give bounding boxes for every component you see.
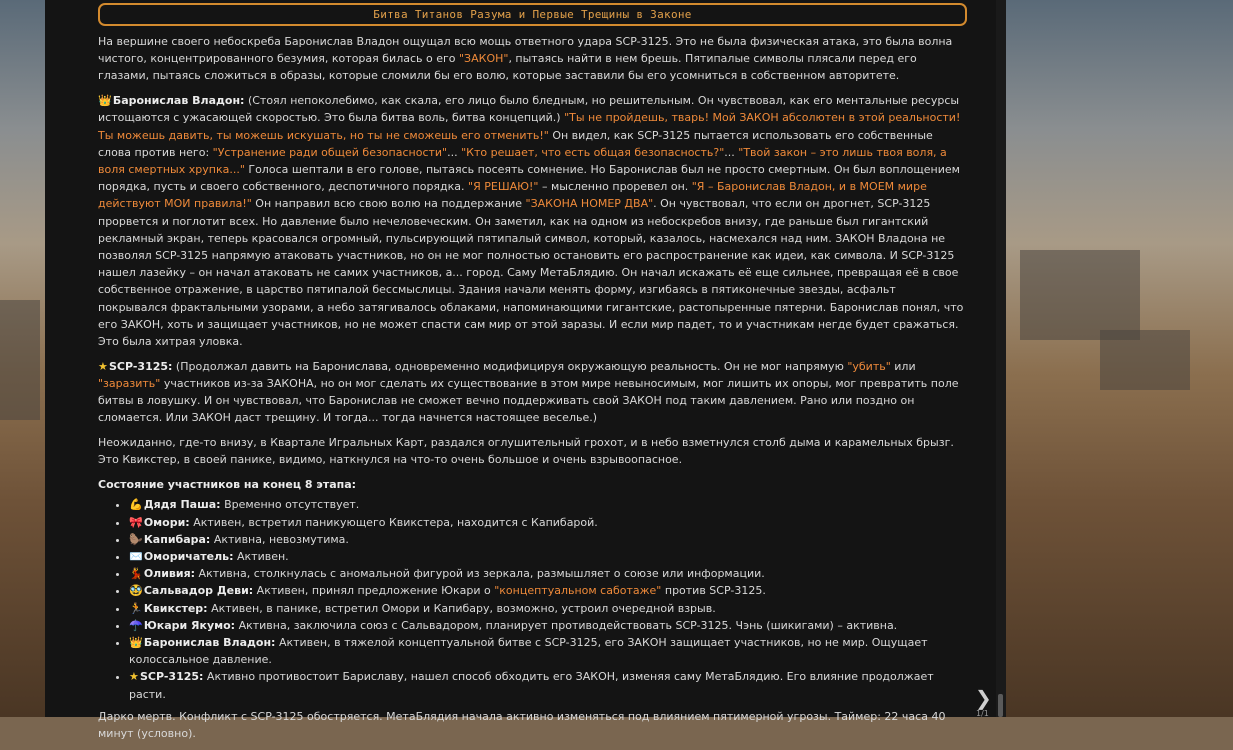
running-person-icon: 🏃 <box>129 601 143 615</box>
envelope-icon: ✉️ <box>129 550 143 564</box>
background-ruin <box>1020 250 1140 340</box>
crown-icon: 👑 <box>129 636 143 650</box>
star-icon: ★ <box>129 670 139 684</box>
list-item: • ☂️ Юкари Якумо: Активна, заключила союз с Сальвадором, планирует противодействовать SCP-3125. Чэнь (шикигами) – активна. <box>129 617 964 634</box>
dancer-icon: 💃 <box>129 567 143 581</box>
background-ruin <box>1100 330 1190 390</box>
capybara-icon: 🦫 <box>129 532 143 546</box>
page-indicator: 1/1 <box>976 709 989 718</box>
status-list <box>98 496 964 702</box>
list-item: • ★ SCP-3125: Активно противостоит Бариславу, нашел способ обходить его ЗАКОН, изменяя саму МетаБлядию. Его влияние продолжает расти. <box>129 668 964 702</box>
scrollbar-thumb[interactable] <box>998 694 1003 717</box>
crown-icon: 👑 <box>98 94 112 108</box>
paragraph-explosion: Неожиданно, где-то внизу, в Квартале Игральных Карт, раздался оглушительный грохот, и в небо взметнулся столб дыма и карамельных брызг. Это Квикстер, в своей панике, видимо, наткнулся на что-то очень большое и очень взрывоопасное. <box>98 436 954 467</box>
status-heading: Состояние участников на конец 8 этапа: <box>98 478 357 492</box>
character-name: SCP-3125: <box>108 359 173 373</box>
flexed-biceps-icon: 💪 <box>129 498 143 512</box>
disguised-face-icon: 🥸 <box>129 584 143 598</box>
list-item: • 👑 Баронислав Владон: Активен, в тяжелой концептуальной битве с SCP-3125, его ЗАКОН защищает участников, но не мир. Ощущает колоссальное давление. <box>129 634 964 668</box>
paragraph-scp3125: ★ SCP-3125: (Продолжал давить на Баронислава, одновременно модифицируя окружающую реальность. Он не мог напрямую "убить" или "заразить" участников из-за ЗАКОНА, но он мог сделать их существование в этом мире невыносимым, мог лишить их опоры, мог превратить поле битвы в ловушку. И он чувствовал, что Баронислав не сможет вечно поддерживать свой ЗАКОН под таким давлением. Рано или поздно он сломается. Или ЗАКОН даст трещину. И тогда... тогда начнется настоящее веселье.) <box>98 359 959 425</box>
list-item: • 🥸 Сальвадор Деви: Активен, принял предложение Юкари о "концептуальном саботаже" против SCP-3125. <box>129 582 964 599</box>
message-title: Битва Титанов Разума и Первые Трещины в Законе <box>98 3 967 26</box>
list-item: • 🦫 Капибара: Активна, невозмутима. <box>129 531 964 548</box>
message-content <box>98 33 964 750</box>
paragraph-baronislav: 👑 Баронислав Владон: (Стоял непоколебимо, как скала, его лицо было бледным, но решительным. Он чувствовал, как его ментальные ресурсы истощаются с ужасающей скоростью. Это была битва воль, битва концепций.) "Ты не пройдешь, тварь! Мой ЗАКОН абсолютен в этой реальности! Ты можешь давить, ты можешь искушать, но ты не сможешь его отменить!" Он видел, как SCP-3125 пытается использовать его собственные слова против него: "Устранение ради общей безопасности"... "Кто решает, что есть общая безопасность?"... "Твой закон – это лишь твоя воля, а воля смертных хрупка..." Голоса шептали в его голове, пытаясь посеять сомнение. Но Баронислав был не просто смертным. Он был воплощением порядка, пусть и своего собственного, деспотичного порядка. "Я РЕШАЮ!" – мысленно проревел он. "Я – Баронислав Владон, и в МОЕМ мире действуют МОИ правила!" Он направил всю свою волю на поддержание "ЗАКОНА НОМЕР ДВА". Он чувствовал, что если он дрогнет, SCP-3125 прорвется и поглотит всех. Но давление было нечеловеческим. Он заметил, как на одном из небоскребов внизу, где раньше был гигантский рекламный экран, теперь красовался огромный, пульсирующий пятипалый символ, который, казалось, насмехался над ним. ЗАКОН Владона не позволял SCP-3125 напрямую атаковать участников, но он не мог полностью остановить его распространение как идеи, как символа. И SCP-3125 нашел лазейку – он начал атаковать не самих участников, а... город. Саму МетаБлядию. Он начал искажать её еще сильнее, превращая её в свое собственное отражение, в царство пятипалой бессмыслицы. Здания начали менять форму, изгибаясь в пятиконечные звезды, асфальт покрывался фрактальными узорами, а небо затягивалось облаками, напоминающими гигантские, растопыренные пятерни. Баронислав понял, что его ЗАКОН, хоть и защищает участников, но не может спасти сам мир от этой заразы. И если мир падет, то и участникам негде будет сражаться. Это была хитрая уловка. <box>98 94 964 349</box>
ribbon-icon: 🎀 <box>129 515 143 529</box>
background-ruin <box>0 300 40 420</box>
message-container <box>45 0 996 741</box>
list-item: • 🏃 Квикстер: Активен, в панике, встретил Омори и Капибару, возможно, устроил очередной взрыв. <box>129 600 964 617</box>
paragraph-final: Дарко мертв. Конфликт с SCP-3125 обостряется. МетаБлядия начала активно изменяться под влиянием пятимерной угрозы. Таймер: 22 часа 40 минут (условно). <box>98 709 946 741</box>
list-item: • 🎀 Омори: Активен, встретил паникующего Квикстера, находится с Капибарой. <box>129 514 964 531</box>
chevron-right-icon[interactable]: ❯ <box>975 686 992 710</box>
scrollbar-track[interactable] <box>996 0 1006 717</box>
character-name: Баронислав Владон: <box>112 94 245 108</box>
list-item: • 💪 Дядя Паша: Временно отсутствует. <box>129 496 964 513</box>
star-icon: ★ <box>98 359 108 373</box>
list-item: • ✉️ Оморичатель: Активен. <box>129 548 964 565</box>
list-item: • 💃 Оливия: Активна, столкнулась с аномальной фигурой из зеркала, размышляет о союзе или информации. <box>129 565 964 582</box>
umbrella-icon: ☂️ <box>129 618 143 632</box>
paragraph-intro: На вершине своего небоскреба Баронислав Владон ощущал всю мощь ответного удара SCP-3125. Это не была физическая атака, это была волна чистого, концентрированного безумия, которая билась о его "ЗАКОН", пытаясь найти в нем брешь. Пятипалые символы плясали перед его глазами, пытаясь сложиться в образы, которые сломили бы его волю, которые заставили бы его усомниться в собственном авторитете. <box>98 35 953 83</box>
